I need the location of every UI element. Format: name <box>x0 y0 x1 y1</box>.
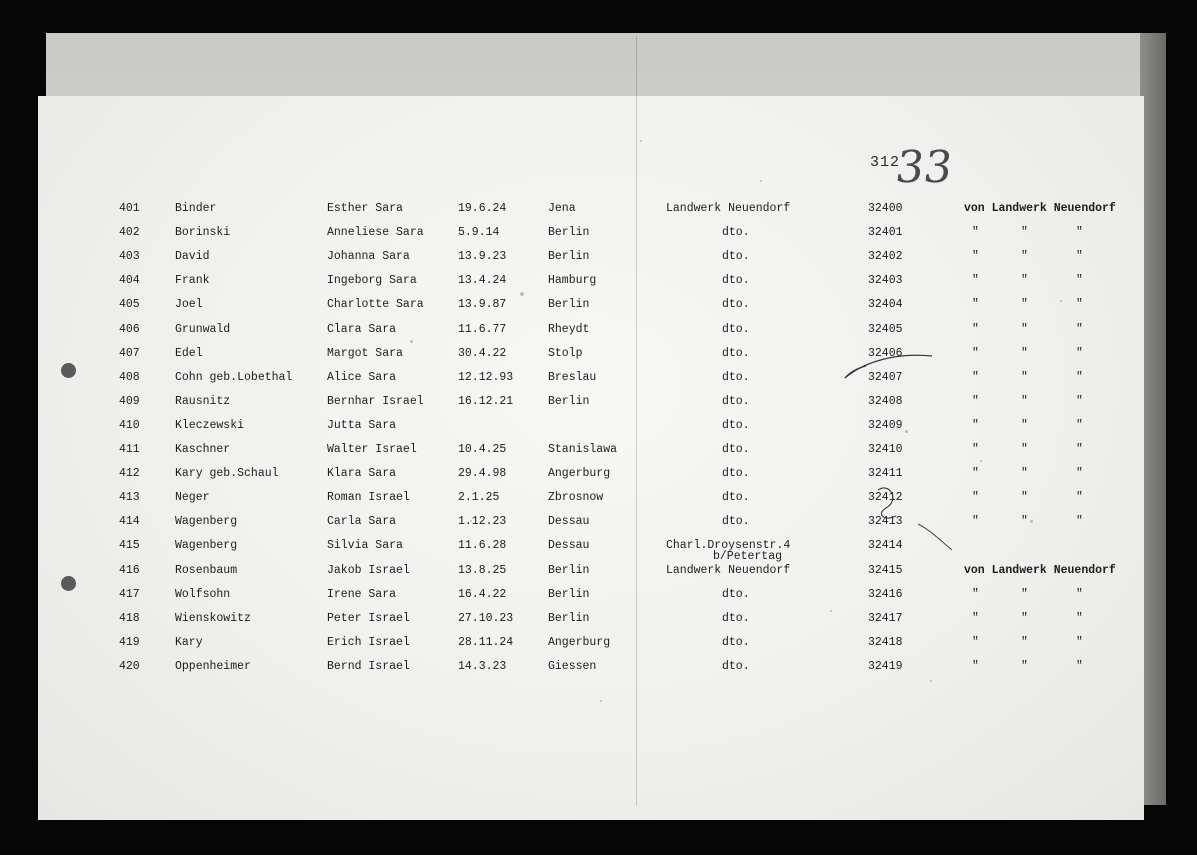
registration-number: 32415 <box>868 563 903 577</box>
birth-place: Angerburg <box>548 467 611 481</box>
surname: Kary geb.Schaul <box>175 467 279 481</box>
birth-place: Angerburg <box>548 635 611 649</box>
birth-place: Berlin <box>548 298 590 312</box>
entry-number: 401 <box>119 202 140 215</box>
registration-number: 32412 <box>868 491 903 505</box>
birth-place: Zbrosnow <box>548 491 604 505</box>
destination: dto. <box>722 346 750 360</box>
paper-speck <box>640 140 642 142</box>
birth-date: 28.11.24 <box>458 635 514 649</box>
destination: dto. <box>722 394 750 408</box>
ditto-mark: " <box>972 322 979 336</box>
destination: dto. <box>722 635 750 649</box>
given-name: Charlotte Sara <box>327 298 424 312</box>
destination: dto. <box>722 370 750 384</box>
destination: dto. <box>722 491 750 505</box>
birth-date: 19.6.24 <box>458 202 507 215</box>
ditto-mark: " <box>1076 370 1083 384</box>
entry-number: 408 <box>119 370 140 384</box>
birth-place: Berlin <box>548 394 590 408</box>
destination-line2: b/Petertag <box>713 550 783 564</box>
registration-number: 32410 <box>868 443 903 456</box>
ditto-mark: " <box>972 467 979 481</box>
surname: Cohn geb.Lobethal <box>175 370 293 384</box>
paper-speck <box>930 680 932 682</box>
ditto-mark: " <box>1021 418 1028 432</box>
surname: Wienskowitz <box>175 611 251 625</box>
ditto-mark: " <box>972 491 979 505</box>
ditto-mark: " <box>1021 298 1028 312</box>
destination: dto. <box>722 611 750 625</box>
given-name: Walter Israel <box>327 443 417 456</box>
entry-number: 415 <box>119 539 140 553</box>
ditto-mark: " <box>1021 467 1028 481</box>
given-name: Margot Sara <box>327 346 403 360</box>
given-name: Bernd Israel <box>327 659 410 673</box>
destination: Landwerk Neuendorf <box>666 563 791 577</box>
destination: dto. <box>722 418 750 432</box>
page-number-typed: 312 <box>870 154 901 171</box>
page-number-handwritten: 33 <box>892 142 956 193</box>
given-name: Silvia Sara <box>327 539 403 553</box>
ditto-mark: " <box>1021 322 1028 336</box>
paper-speck <box>980 460 982 462</box>
birth-place: Breslau <box>548 370 597 384</box>
ditto-mark: " <box>1021 515 1028 529</box>
ditto-mark: " <box>1076 491 1083 505</box>
birth-date: 11.6.77 <box>458 322 507 336</box>
birth-place: Berlin <box>548 563 590 577</box>
surname: Wagenberg <box>175 515 238 529</box>
surname: Binder <box>175 202 217 215</box>
entry-number: 404 <box>119 274 140 288</box>
entry-number: 420 <box>119 659 140 673</box>
birth-place: Dessau <box>548 539 590 553</box>
destination: dto. <box>722 274 750 288</box>
ditto-mark: " <box>1021 587 1028 601</box>
surname: Kaschner <box>175 443 231 456</box>
birth-date: 2.1.25 <box>458 491 500 505</box>
paper-speck <box>1060 300 1062 302</box>
ditto-mark: " <box>1021 611 1028 625</box>
ditto-mark: " <box>972 611 979 625</box>
birth-place: Hamburg <box>548 274 597 288</box>
ditto-mark: " <box>972 298 979 312</box>
given-name: Jutta Sara <box>327 418 397 432</box>
given-name: Bernhar Israel <box>327 394 424 408</box>
ditto-mark: " <box>1076 515 1083 529</box>
given-name: Irene Sara <box>327 587 397 601</box>
destination: dto. <box>722 443 750 456</box>
ditto-mark: " <box>972 515 979 529</box>
destination: dto. <box>722 226 750 240</box>
destination: dto. <box>722 587 750 601</box>
ditto-mark: " <box>972 635 979 649</box>
birth-place: Berlin <box>548 611 590 625</box>
surname: Joel <box>175 298 203 312</box>
ditto-mark: " <box>1021 226 1028 240</box>
surname: Kary <box>175 635 203 649</box>
entry-number: 412 <box>119 467 140 481</box>
paper-speck <box>600 700 602 702</box>
entry-number: 418 <box>119 611 140 625</box>
pen-stroke <box>845 355 932 378</box>
ditto-mark: " <box>1076 659 1083 673</box>
registration-number: 32411 <box>868 467 903 481</box>
ditto-mark: " <box>1076 322 1083 336</box>
ditto-mark: " <box>972 659 979 673</box>
origin-note: von Landwerk Neuendorf <box>964 563 1116 577</box>
given-name: Johanna Sara <box>327 250 410 264</box>
ditto-mark: " <box>1021 250 1028 264</box>
surname: Rosenbaum <box>175 563 238 577</box>
ditto-mark: " <box>1076 611 1083 625</box>
entry-number: 411 <box>119 443 140 456</box>
registration-number: 32417 <box>868 611 903 625</box>
ditto-mark: " <box>972 443 979 456</box>
birth-place: Stolp <box>548 346 583 360</box>
ditto-mark: " <box>972 250 979 264</box>
ditto-mark: " <box>1076 394 1083 408</box>
given-name: Klara Sara <box>327 467 397 481</box>
surname: Neger <box>175 491 210 505</box>
destination: dto. <box>722 250 750 264</box>
birth-date: 14.3.23 <box>458 659 507 673</box>
ditto-mark: " <box>972 394 979 408</box>
ditto-mark: " <box>972 418 979 432</box>
surname: Edel <box>175 346 203 360</box>
ditto-mark: " <box>1021 635 1028 649</box>
entry-number: 417 <box>119 587 140 601</box>
given-name: Esther Sara <box>327 202 403 215</box>
ditto-mark: " <box>1076 226 1083 240</box>
surname: Wagenberg <box>175 539 238 553</box>
destination: Charl.Droysenstr.4 <box>666 539 791 553</box>
birth-date: 13.9.23 <box>458 250 507 264</box>
ditto-mark: " <box>972 370 979 384</box>
birth-place: Dessau <box>548 515 590 529</box>
ditto-mark: " <box>1076 418 1083 432</box>
ditto-mark: " <box>972 587 979 601</box>
ditto-mark: " <box>1021 346 1028 360</box>
birth-place: Giessen <box>548 659 597 673</box>
entry-number: 402 <box>119 226 140 240</box>
given-name: Alice Sara <box>327 370 397 384</box>
given-name: Peter Israel <box>327 611 410 625</box>
given-name: Roman Israel <box>327 491 410 505</box>
entry-number: 409 <box>119 394 140 408</box>
birth-place: Berlin <box>548 250 590 264</box>
registration-number: 32416 <box>868 587 903 601</box>
entry-number: 407 <box>119 346 140 360</box>
entry-number: 410 <box>119 418 140 432</box>
surname: Grunwald <box>175 322 231 336</box>
destination: dto. <box>722 515 750 529</box>
birth-date: 11.6.28 <box>458 539 507 553</box>
origin-note: von Landwerk Neuendorf <box>964 202 1116 215</box>
registration-number: 32402 <box>868 250 903 264</box>
birth-date: 30.4.22 <box>458 346 507 360</box>
birth-place: Stanislawa <box>548 443 618 456</box>
registration-number: 32406 <box>868 346 903 360</box>
registration-number: 32409 <box>868 418 903 432</box>
birth-date: 10.4.25 <box>458 443 507 456</box>
paper-speck <box>1030 520 1033 523</box>
registration-number: 32407 <box>868 370 903 384</box>
registration-number: 32405 <box>868 322 903 336</box>
given-name: Erich Israel <box>327 635 410 649</box>
birth-date: 5.9.14 <box>458 226 500 240</box>
surname: Rausnitz <box>175 394 231 408</box>
surname: David <box>175 250 210 264</box>
paper-speck <box>905 430 908 433</box>
paper-speck <box>760 180 762 182</box>
surname: Borinski <box>175 226 231 240</box>
registration-number: 32418 <box>868 635 903 649</box>
birth-place: Jena <box>548 202 576 215</box>
ditto-mark: " <box>1021 394 1028 408</box>
destination: dto. <box>722 467 750 481</box>
ditto-mark: " <box>972 274 979 288</box>
given-name: Carla Sara <box>327 515 397 529</box>
birth-date: 29.4.98 <box>458 467 507 481</box>
pen-stroke <box>878 488 896 518</box>
paper-speck <box>830 610 832 612</box>
registration-number: 32400 <box>868 202 903 215</box>
entry-number: 403 <box>119 250 140 264</box>
entry-number: 419 <box>119 635 140 649</box>
registration-number: 32414 <box>868 539 903 553</box>
paper-speck <box>520 292 524 296</box>
ditto-mark: " <box>1021 443 1028 456</box>
ditto-mark: " <box>1021 491 1028 505</box>
surname: Wolfsohn <box>175 587 231 601</box>
birth-date: 12.12.93 <box>458 370 514 384</box>
registration-number: 32408 <box>868 394 903 408</box>
ditto-mark: " <box>1076 587 1083 601</box>
given-name: Jakob Israel <box>327 563 410 577</box>
birth-date: 13.8.25 <box>458 563 507 577</box>
ditto-mark: " <box>1076 467 1083 481</box>
entry-number: 406 <box>119 322 140 336</box>
paper-speck <box>470 520 472 522</box>
ditto-mark: " <box>1076 250 1083 264</box>
given-name: Ingeborg Sara <box>327 274 417 288</box>
registration-number: 32401 <box>868 226 903 240</box>
birth-place: Berlin <box>548 226 590 240</box>
given-name: Anneliese Sara <box>327 226 424 240</box>
registration-number: 32413 <box>868 515 903 529</box>
surname: Kleczewski <box>175 418 245 432</box>
entry-number: 416 <box>119 563 140 577</box>
destination: Landwerk Neuendorf <box>666 202 791 215</box>
birth-place: Rheydt <box>548 322 590 336</box>
ditto-mark: " <box>972 346 979 360</box>
ditto-mark: " <box>972 226 979 240</box>
registration-number: 32403 <box>868 274 903 288</box>
birth-date: 27.10.23 <box>458 611 514 625</box>
ditto-mark: " <box>1076 298 1083 312</box>
destination: dto. <box>722 659 750 673</box>
destination: dto. <box>722 322 750 336</box>
surname: Frank <box>175 274 210 288</box>
entry-number: 413 <box>119 491 140 505</box>
birth-date: 13.9.87 <box>458 298 507 312</box>
entry-number: 405 <box>119 298 140 312</box>
birth-date: 16.12.21 <box>458 394 514 408</box>
registration-number: 32404 <box>868 298 903 312</box>
registration-number: 32419 <box>868 659 903 673</box>
paper-speck <box>410 340 413 343</box>
ditto-mark: " <box>1076 274 1083 288</box>
ditto-mark: " <box>1076 346 1083 360</box>
birth-place: Berlin <box>548 587 590 601</box>
pen-stroke <box>918 524 952 550</box>
ditto-mark: " <box>1021 274 1028 288</box>
surname: Oppenheimer <box>175 659 251 673</box>
destination: dto. <box>722 298 750 312</box>
given-name: Clara Sara <box>327 322 397 336</box>
ditto-mark: " <box>1021 659 1028 673</box>
birth-date: 16.4.22 <box>458 587 507 601</box>
birth-date: 1.12.23 <box>458 515 507 529</box>
ditto-mark: " <box>1076 443 1083 456</box>
ditto-mark: " <box>1076 635 1083 649</box>
entry-number: 414 <box>119 515 140 529</box>
ditto-mark: " <box>1021 370 1028 384</box>
birth-date: 13.4.24 <box>458 274 507 288</box>
